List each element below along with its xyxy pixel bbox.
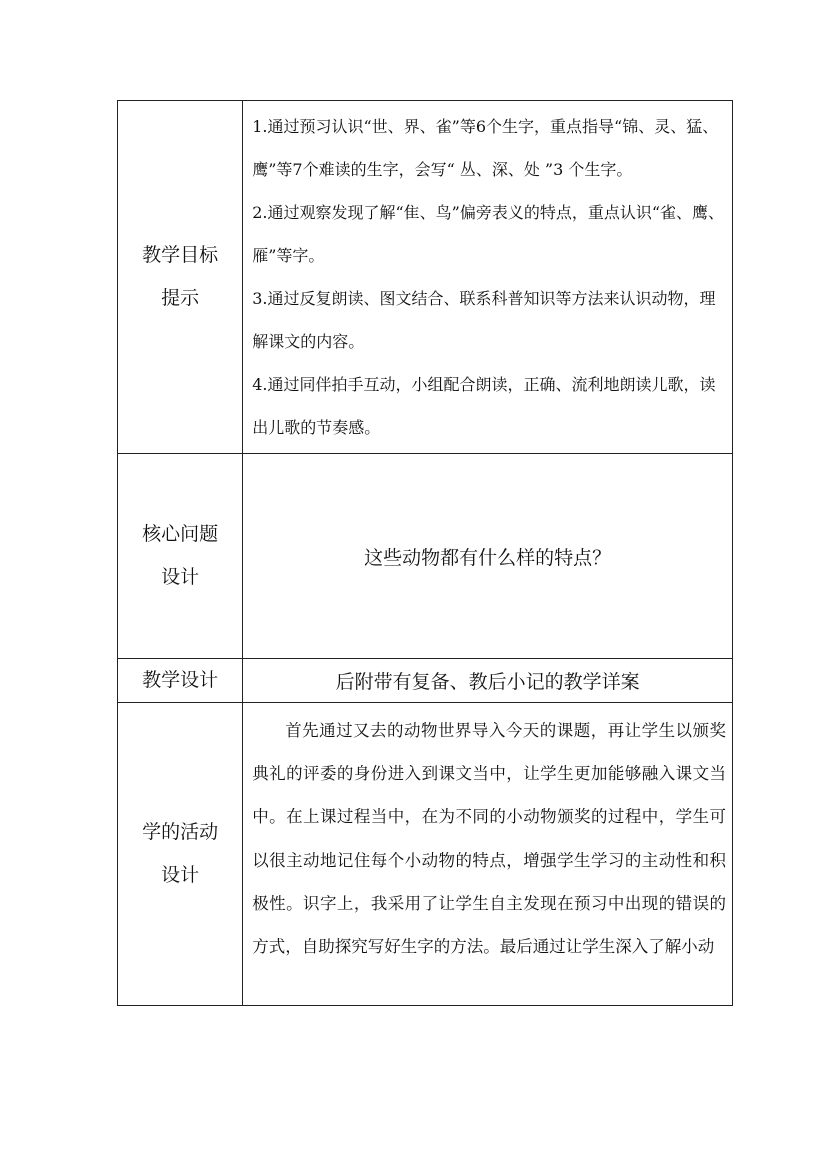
learning-activity-content: 首先通过又去的动物世界导入今天的课题，再让学生以颁奖典礼的评委的身份进入到课文当中，让学生更加能够融入课文当中。在上课过程当中，在为不同的小动物颁奖的过程中，学生可以很主动地记住每个小动物的特点，增强学生学习的主动性和积极性。识字上，我采用了让学生自主发现在预习中出现的错误的方式，自助探究写好生字的方法。最后通过让学生深入了解小动 — [243, 703, 733, 1006]
learning-activity-label-line2: 设计 — [161, 864, 200, 886]
teaching-goals-label-line2: 提示 — [161, 287, 200, 309]
row-teaching-design — [118, 659, 733, 703]
lesson-plan-table — [117, 100, 733, 1006]
teaching-design-content: 后附带有复备、教后小记的教学详案 — [243, 659, 733, 703]
core-question-content: 这些动物都有什么样的特点？ — [243, 454, 733, 659]
core-question-label-line2: 设计 — [161, 566, 200, 588]
row-core-question — [118, 454, 733, 659]
goal-item-2: 2.通过观察发现了解“隹、鸟”偏旁表义的特点，重点认识“雀、鹰、雁”等字。 — [252, 203, 725, 265]
core-question-label — [118, 454, 243, 659]
core-question-label-line1: 核心问题 — [142, 523, 219, 545]
teaching-design-label: 教学设计 — [118, 659, 243, 703]
teaching-goals-label-line1: 教学目标 — [142, 244, 219, 266]
learning-activity-label — [118, 703, 243, 1006]
teaching-goals-label — [118, 101, 243, 454]
goal-item-4: 4.通过同伴拍手互动，小组配合朗读，正确、流利地朗读儿歌，读出儿歌的节奏感。 — [252, 375, 716, 437]
row-learning-activity — [118, 703, 733, 1006]
teaching-goals-content — [243, 101, 733, 454]
goal-item-3: 3.通过反复朗读、图文结合、联系科普知识等方法来认识动物，理解课文的内容。 — [252, 289, 716, 351]
goal-item-1: 1.通过预习认识“世、界、雀”等6个生字，重点指导“锦、灵、猛、鹰”等7个难读的生字，会写“ 丛、深、处 ”3 个生字。 — [252, 117, 719, 179]
learning-activity-label-line1: 学的活动 — [142, 821, 219, 843]
row-teaching-goals — [118, 101, 733, 454]
